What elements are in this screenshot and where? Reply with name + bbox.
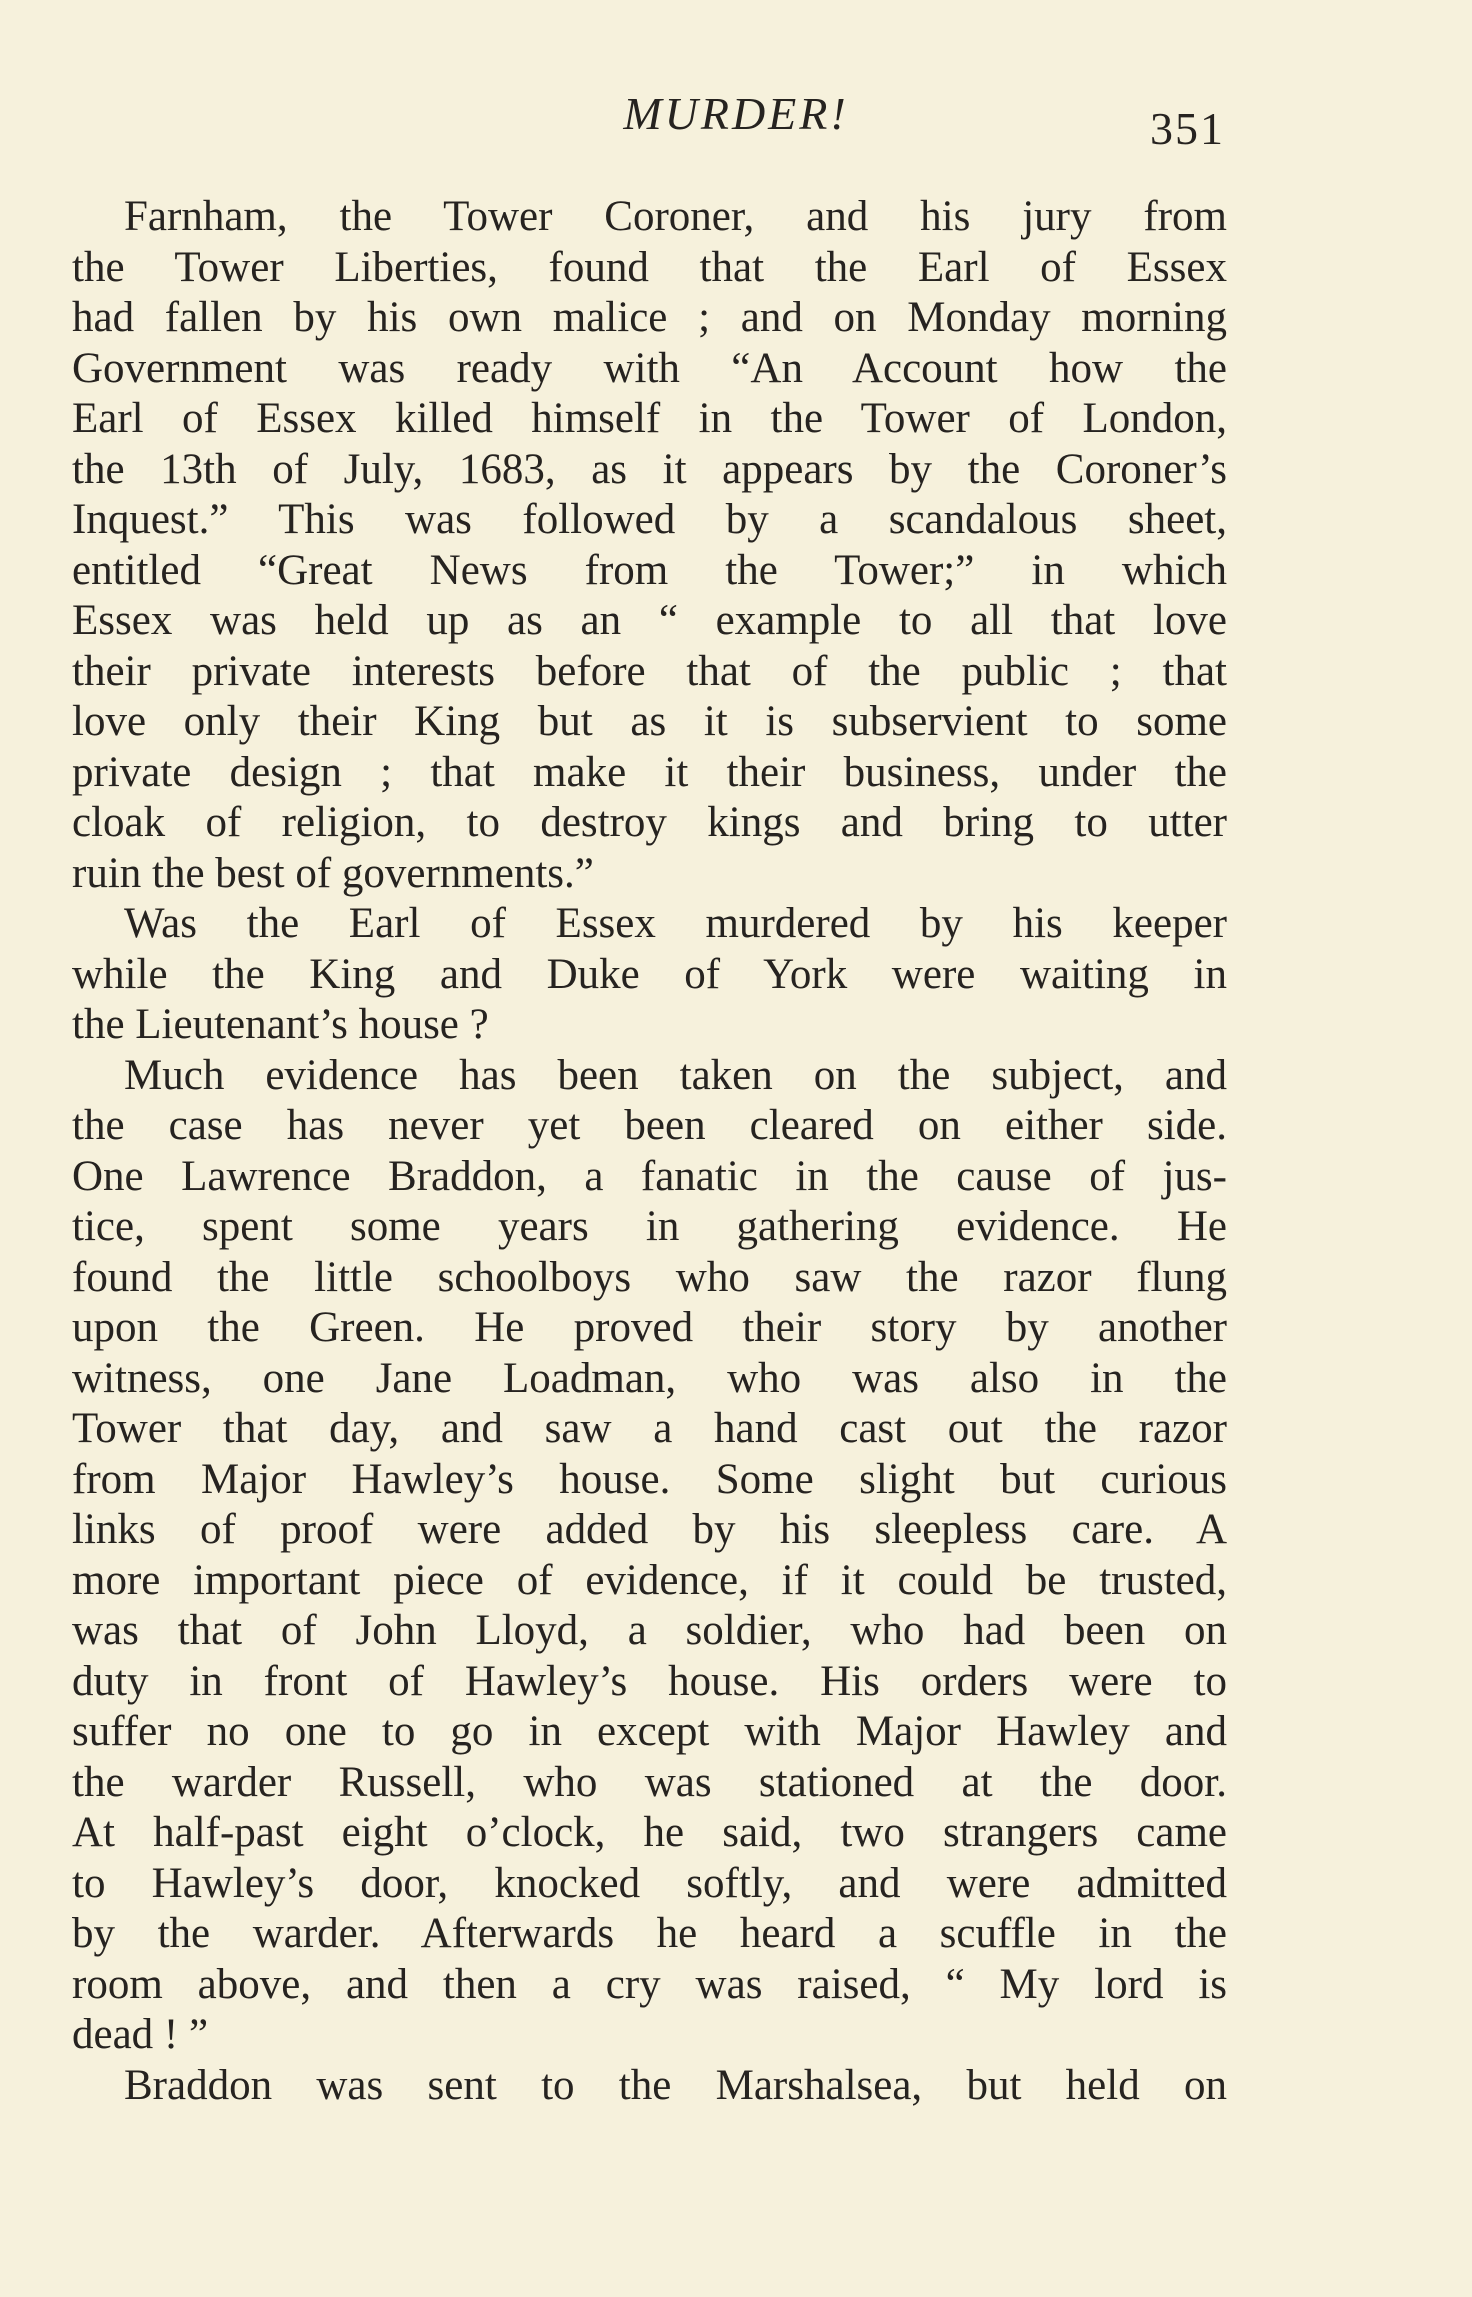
text-line: upon the Green. He proved their story by another bbox=[72, 1304, 1227, 1351]
text-line: the case has never yet been cleared on either side. bbox=[72, 1102, 1227, 1149]
text-line: Braddon was sent to the Marshalsea, but held on bbox=[124, 2061, 1227, 2109]
running-title: MURDER! bbox=[623, 88, 849, 139]
text-line: Essex was held up as an “ example to all that love bbox=[72, 597, 1227, 644]
text-line: witness, one Jane Loadman, who was also in the bbox=[72, 1354, 1227, 1402]
text-line: found the little schoolboys who saw the razor flung bbox=[72, 1253, 1227, 1301]
text-line: private design ; that make it their business, under the bbox=[72, 748, 1227, 796]
text-line: ruin the best of governments.” bbox=[72, 849, 594, 897]
text-line: the warder Russell, who was stationed at the door. bbox=[72, 1758, 1227, 1806]
text-line: the Lieutenant’s house ? bbox=[72, 1001, 489, 1048]
text-line: dead ! ” bbox=[72, 2011, 209, 2058]
text-line: to Hawley’s door, knocked softly, and were admitted bbox=[72, 1859, 1227, 1907]
text-line: love only their King but as it is subservient to some bbox=[72, 698, 1227, 745]
text-line: tice, spent some years in gathering evidence. He bbox=[72, 1203, 1227, 1250]
text-line: Inquest.” This was followed by a scandalous sheet, bbox=[72, 496, 1227, 543]
text-line: the 13th of July, 1683, as it appears by the Coroner’s bbox=[72, 445, 1227, 493]
text-line: the Tower Liberties, found that the Earl of Essex bbox=[72, 243, 1227, 291]
text-line: Tower that day, and saw a hand cast out the razor bbox=[72, 1405, 1227, 1452]
text-line: their private interests before that of the public ; that bbox=[72, 647, 1227, 695]
text-line: more important piece of evidence, if it could be trusted, bbox=[72, 1556, 1227, 1604]
body-text bbox=[72, 192, 1227, 2111]
text-line: had fallen by his own malice ; and on Monday morning bbox=[72, 294, 1227, 341]
text-line: while the King and Duke of York were waiting in bbox=[72, 950, 1227, 998]
page-number: 351 bbox=[1150, 103, 1225, 154]
text-line: Much evidence has been taken on the subject, and bbox=[124, 1051, 1227, 1099]
text-line: entitled “Great News from the Tower;” in which bbox=[72, 546, 1227, 594]
text-line: from Major Hawley’s house. Some slight but curious bbox=[72, 1455, 1227, 1503]
text-line: links of proof were added by his sleepless care. A bbox=[72, 1506, 1227, 1553]
text-line: Government was ready with “An Account how the bbox=[72, 344, 1227, 392]
text-line: duty in front of Hawley’s house. His orders were to bbox=[72, 1657, 1227, 1705]
text-line: by the warder. Afterwards he heard a scuffle in the bbox=[72, 1910, 1227, 1957]
text-line: One Lawrence Braddon, a fanatic in the cause of jus- bbox=[72, 1152, 1227, 1200]
text-line: Earl of Essex killed himself in the Tower of London, bbox=[72, 395, 1227, 442]
text-line: Was the Earl of Essex murdered by his keeper bbox=[124, 900, 1227, 947]
text-line: At half-past eight o’clock, he said, two strangers came bbox=[72, 1809, 1227, 1856]
text-line: Farnham, the Tower Coroner, and his jury from bbox=[124, 193, 1227, 240]
text-line: was that of John Lloyd, a soldier, who had been on bbox=[72, 1607, 1227, 1654]
text-line: suffer no one to go in except with Major Hawley and bbox=[72, 1708, 1227, 1755]
text-line: cloak of religion, to destroy kings and bring to utter bbox=[72, 799, 1227, 846]
text-line: room above, and then a cry was raised, “ My lord is bbox=[72, 1960, 1227, 2008]
